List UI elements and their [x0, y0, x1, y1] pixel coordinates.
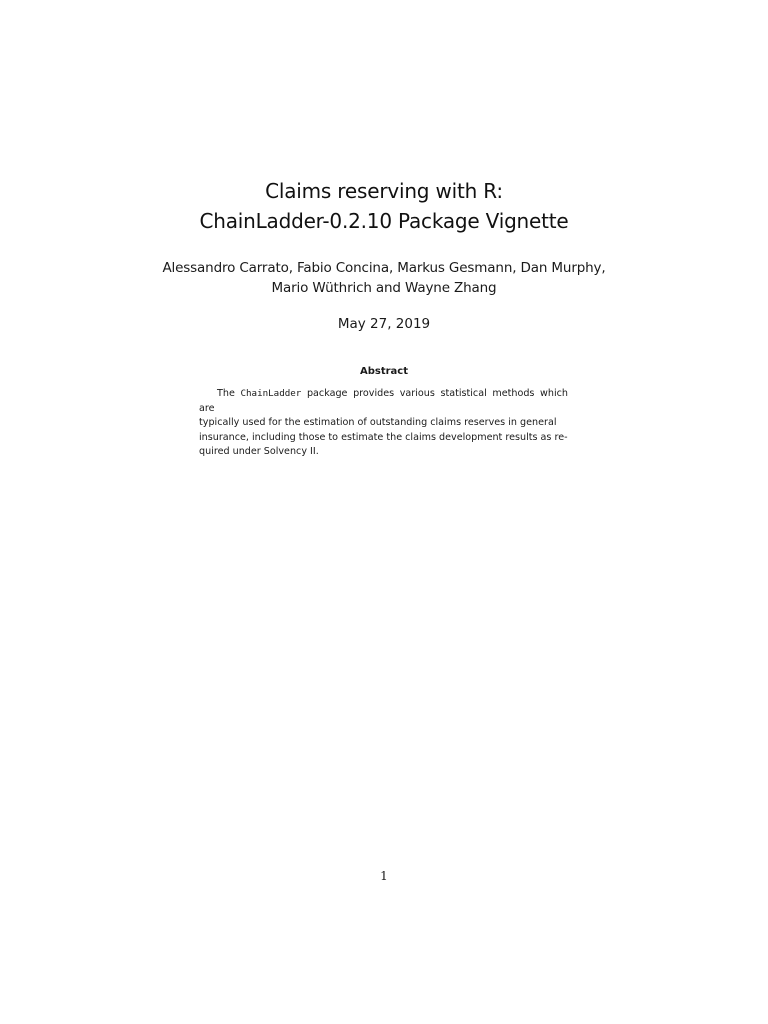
authors-line-1: Alessandro Carrato, Fabio Concina, Markus Gesmann, Dan Murphy,: [162, 260, 606, 276]
abstract-line-2: typically used for the estimation of outstanding claims reserves in general: [199, 417, 557, 429]
publication-date: May 27, 2019: [337, 316, 431, 332]
authors-line-2: Mario Wüthrich and Wayne Zhang: [271, 280, 497, 296]
abstract-line-1: [199, 387, 568, 416]
abstract-lead: The: [217, 388, 241, 399]
document-title: [0, 176, 768, 236]
abstract-line-4: quired under Solvency II.: [199, 446, 319, 458]
page-number: 1: [380, 869, 388, 883]
package-name: ChainLadder: [240, 388, 302, 399]
title-line-2: ChainLadder-0.2.10 Package Vignette: [199, 209, 569, 233]
abstract-heading: Abstract: [359, 366, 409, 377]
abstract-line-1-rest: package provides various statistical methods which are: [199, 388, 568, 414]
abstract-line-3: insurance, including those to estimate the claims development results as re-: [199, 431, 568, 443]
abstract-text: [199, 387, 568, 460]
author-list: [0, 258, 768, 298]
title-line-1: Claims reserving with R:: [265, 179, 503, 203]
